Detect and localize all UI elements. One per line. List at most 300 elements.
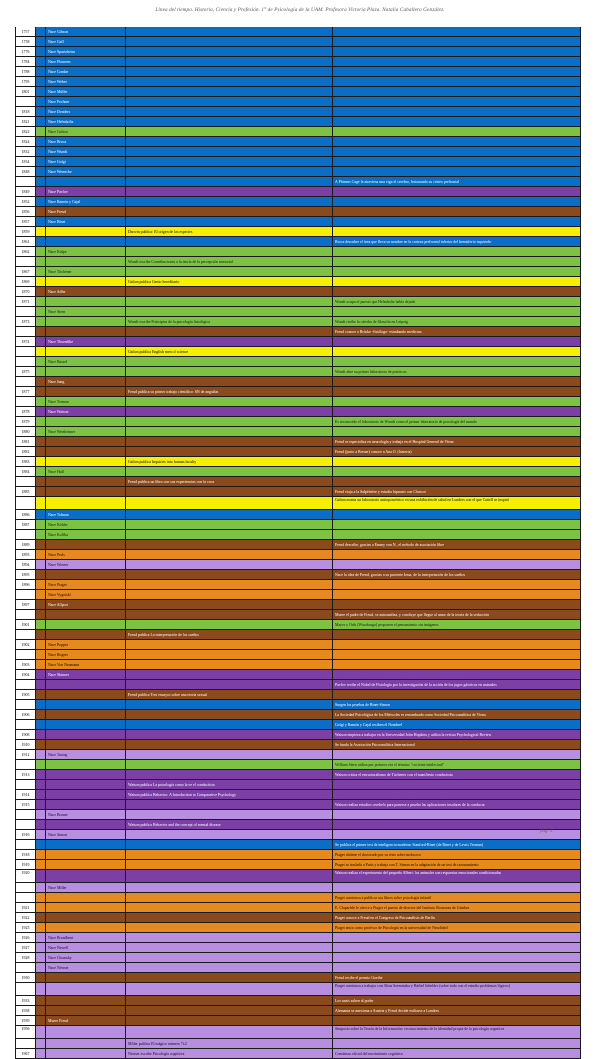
event-cell [333, 1016, 581, 1026]
gap-cell [36, 57, 46, 67]
publication-cell [126, 1016, 333, 1026]
publication-cell: Wundt escribe Contribuciones a la teoría de la percepción sensorial [126, 257, 333, 267]
timeline-row [15, 457, 581, 467]
born-cell [46, 893, 126, 903]
gap-cell [36, 407, 46, 417]
born-cell [46, 903, 126, 913]
gap-cell [36, 963, 46, 973]
publication-cell [126, 810, 333, 820]
publication-cell [126, 237, 333, 247]
born-cell: Muere Freud [46, 1016, 126, 1026]
born-cell: Nace Donders [46, 107, 126, 117]
event-cell: Piaget conoce a Freud en el Congreso de Psicoanálisis de Berlín [333, 913, 581, 923]
publication-cell [126, 287, 333, 297]
publication-cell: Galton publica English men of science [126, 347, 333, 357]
year-cell [15, 1039, 36, 1049]
timeline-row [15, 207, 581, 217]
born-cell [46, 820, 126, 830]
gap-cell [36, 307, 46, 317]
publication-cell [126, 177, 333, 187]
born-cell: Nace Külpe [46, 247, 126, 257]
publication-cell [126, 860, 333, 870]
year-cell: 1897 [15, 600, 36, 610]
year-cell: 1856 [15, 207, 36, 217]
event-cell: Freud conoce a Brücke -fisiólogo- estudiando medicina [333, 327, 581, 337]
year-cell [15, 307, 36, 317]
timeline-row [15, 407, 581, 417]
publication-cell [126, 77, 333, 87]
born-cell [46, 740, 126, 750]
event-cell [333, 307, 581, 317]
born-cell [46, 417, 126, 427]
year-cell: 1925 [15, 923, 36, 933]
gap-cell [36, 1049, 46, 1059]
event-cell [333, 57, 581, 67]
gap-cell [36, 660, 46, 670]
year-cell [15, 780, 36, 790]
born-cell [46, 540, 126, 550]
timeline-row [15, 117, 581, 127]
born-cell [46, 367, 126, 377]
event-cell [333, 883, 581, 893]
born-cell [46, 760, 126, 770]
born-cell: Nace Koffka [46, 530, 126, 540]
event-cell: William Stern utiliza por primera vez el término "cociente intelectual" [333, 760, 581, 770]
timeline-row [15, 983, 581, 996]
timeline-row [15, 257, 581, 267]
born-cell: Nace Turing [46, 750, 126, 760]
year-cell: 1784 [15, 57, 36, 67]
gap-cell [36, 197, 46, 207]
gap-cell [36, 670, 46, 680]
publication-cell [126, 510, 333, 520]
born-cell: Nace Gibson [46, 27, 126, 37]
timeline-row [15, 347, 581, 357]
event-cell [333, 690, 581, 700]
publication-cell [126, 1026, 333, 1039]
born-cell: Nace Köhler [46, 520, 126, 530]
born-cell: Nace Gall [46, 37, 126, 47]
publication-cell: Galton publica Inquiries into human faculty [126, 457, 333, 467]
gap-cell [36, 580, 46, 590]
year-cell: 1776 [15, 47, 36, 57]
gap-cell [36, 1039, 46, 1049]
timeline-row [15, 540, 581, 550]
timeline-row [15, 810, 581, 820]
publication-cell [126, 520, 333, 530]
publication-cell [126, 437, 333, 447]
year-cell [15, 810, 36, 820]
timeline-row [15, 167, 581, 177]
publication-cell [126, 953, 333, 963]
year-cell: 1933 [15, 996, 36, 1006]
publication-cell [126, 800, 333, 810]
born-cell: Nace Simon [46, 830, 126, 840]
event-cell [333, 510, 581, 520]
gap-cell [36, 540, 46, 550]
timeline-row [15, 740, 581, 750]
year-cell [15, 820, 36, 830]
born-cell [46, 983, 126, 996]
event-cell [333, 580, 581, 590]
publication-cell [126, 217, 333, 227]
gap-cell [36, 167, 46, 177]
year-cell: 1877 [15, 387, 36, 397]
born-cell: Nace Bruner [46, 810, 126, 820]
gap-cell [36, 973, 46, 983]
event-cell: Watson empieza a trabajar en la Universidad John Hopkins y utiliza la revista Psychological Review [333, 730, 581, 740]
publication-cell: Wundt escribe Principios de la psicología fisiológica [126, 317, 333, 327]
event-cell [333, 520, 581, 530]
event-cell [333, 660, 581, 670]
event-cell [333, 337, 581, 347]
year-cell: 1913 [15, 770, 36, 780]
year-cell: 1849 [15, 187, 36, 197]
timeline-row [15, 387, 581, 397]
gap-cell [36, 903, 46, 913]
timeline-row [15, 750, 581, 760]
publication-cell [126, 487, 333, 497]
event-cell: Piaget comienza a trabajar con Alina Szeminska y Bärbel Inhelder (sobre todo con el estudio problemas lógicos) [333, 983, 581, 996]
timeline-row [15, 963, 581, 973]
born-cell [46, 457, 126, 467]
born-cell: Nace Ramón y Cajal [46, 197, 126, 207]
publication-cell [126, 107, 333, 117]
year-cell [15, 357, 36, 367]
born-cell [46, 720, 126, 730]
publication-cell [126, 660, 333, 670]
event-cell: Se publica el primer test de inteligencia moderno Stanford-Binet (de Binet y de Lewis Terman) [333, 840, 581, 850]
gap-cell [36, 830, 46, 840]
born-cell: Nace Skinner [46, 670, 126, 680]
born-cell: Nace Von Neumann [46, 660, 126, 670]
event-cell [333, 790, 581, 800]
gap-cell [36, 117, 46, 127]
year-cell: 1873 [15, 317, 36, 327]
timeline-row [15, 437, 581, 447]
year-cell [15, 883, 36, 893]
year-cell: 1904 [15, 670, 36, 680]
event-cell [333, 427, 581, 437]
gap-cell [36, 983, 46, 996]
year-cell: 1874 [15, 337, 36, 347]
publication-cell: Watson publica La psicología como la ve el conductista [126, 780, 333, 790]
gap-cell [36, 177, 46, 187]
event-cell [333, 457, 581, 467]
timeline-row [15, 197, 581, 207]
publication-cell [126, 367, 333, 377]
publication-cell [126, 600, 333, 610]
born-cell [46, 437, 126, 447]
timeline-row [15, 367, 581, 377]
gap-cell [36, 137, 46, 147]
event-cell [333, 550, 581, 560]
timeline-row [15, 580, 581, 590]
timeline-row [15, 710, 581, 720]
born-cell [46, 630, 126, 640]
gap-cell [36, 107, 46, 117]
timeline-table [15, 27, 581, 1059]
event-cell [333, 810, 581, 820]
timeline-row [15, 770, 581, 780]
gap-cell [36, 810, 46, 820]
year-cell: 1901 [15, 620, 36, 630]
event-cell [333, 560, 581, 570]
publication-cell [126, 247, 333, 257]
gap-cell [36, 740, 46, 750]
year-cell: 1910 [15, 740, 36, 750]
year-cell: 1894 [15, 560, 36, 570]
gap-cell [36, 337, 46, 347]
born-cell: Nace Freud [46, 207, 126, 217]
timeline-row [15, 277, 581, 287]
year-cell [15, 97, 36, 107]
year-cell: 1818 [15, 107, 36, 117]
timeline-row [15, 996, 581, 1006]
gap-cell [36, 650, 46, 660]
year-cell: 1895 [15, 570, 36, 580]
year-cell [15, 963, 36, 973]
event-cell: Galton monta un laboratorio antropométrico en una exhibición de salud en Londres con el que Cattell se inspiró [333, 497, 581, 510]
event-cell: Piaget entra como profesor de Psicología en la universidad de Neuchâtel [333, 923, 581, 933]
year-cell: 1928 [15, 953, 36, 963]
year-cell: 1824 [15, 137, 36, 147]
publication-cell [126, 307, 333, 317]
publication-cell [126, 570, 333, 580]
born-cell [46, 840, 126, 850]
gap-cell [36, 127, 46, 137]
timeline-row [15, 237, 581, 247]
event-cell [333, 640, 581, 650]
timeline-row [15, 620, 581, 630]
born-cell [46, 1049, 126, 1059]
publication-cell [126, 147, 333, 157]
event-cell [333, 197, 581, 207]
year-cell [15, 700, 36, 710]
publication-cell [126, 127, 333, 137]
year-cell: 1801 [15, 87, 36, 97]
born-cell [46, 297, 126, 307]
year-cell: 1921 [15, 903, 36, 913]
event-cell: Los nazis suben al poder [333, 996, 581, 1006]
year-cell: 1919 [15, 860, 36, 870]
born-cell [46, 973, 126, 983]
publication-cell [126, 903, 333, 913]
publication-cell [126, 157, 333, 167]
event-cell [333, 67, 581, 77]
gap-cell [36, 630, 46, 640]
timeline-row [15, 913, 581, 923]
gap-cell [36, 850, 46, 860]
publication-cell [126, 590, 333, 600]
born-cell: Nace Spurtzheim [46, 47, 126, 57]
publication-cell [126, 923, 333, 933]
publication-cell [126, 327, 333, 337]
publication-cell: Freud publica un libro con sus experiencias con la coca [126, 477, 333, 487]
event-cell [333, 407, 581, 417]
year-cell: 1821 [15, 117, 36, 127]
gap-cell [36, 207, 46, 217]
publication-cell [126, 397, 333, 407]
year-cell: 1927 [15, 943, 36, 953]
timeline-row [15, 397, 581, 407]
year-cell: 1879 [15, 417, 36, 427]
gap-cell [36, 387, 46, 397]
gap-cell [36, 357, 46, 367]
gap-cell [36, 187, 46, 197]
year-cell [15, 720, 36, 730]
gap-cell [36, 217, 46, 227]
event-cell [333, 107, 581, 117]
publication-cell [126, 640, 333, 650]
born-cell: Nace Neisser [46, 963, 126, 973]
event-cell: E. Claparède le ofrece a Piaget el puesto de director del Instituto Rousseau de Ginebra [333, 903, 581, 913]
timeline-row [15, 297, 581, 307]
timeline-row [15, 327, 581, 337]
born-cell: Nace Stern [46, 307, 126, 317]
year-cell: 1920 [15, 870, 36, 883]
gap-cell [36, 427, 46, 437]
gap-cell [36, 237, 46, 247]
year-cell: 1861 [15, 237, 36, 247]
gap-cell [36, 147, 46, 157]
event-cell [333, 650, 581, 660]
timeline-row [15, 97, 581, 107]
timeline-row [15, 650, 581, 660]
publication-cell [126, 750, 333, 760]
year-cell [15, 893, 36, 903]
event-cell: Surgen las pruebas de Binet-Simon [333, 700, 581, 710]
gap-cell [36, 550, 46, 560]
timeline-row [15, 1049, 581, 1059]
born-cell [46, 447, 126, 457]
event-cell: Freud viaja a la Salpêtrière y estudia hipnosis con Charcot [333, 487, 581, 497]
timeline-row [15, 760, 581, 770]
event-cell [333, 750, 581, 760]
year-cell: 1869 [15, 277, 36, 287]
event-cell [333, 780, 581, 790]
event-cell [333, 147, 581, 157]
timeline-row [15, 640, 581, 650]
timeline-row [15, 530, 581, 540]
event-cell [333, 933, 581, 943]
publication-cell [126, 740, 333, 750]
gap-cell [36, 800, 46, 810]
timeline-row [15, 37, 581, 47]
gap-cell [36, 277, 46, 287]
publication-cell: Neisser escribe Psicología cognitiva [126, 1049, 333, 1059]
timeline-row [15, 287, 581, 297]
born-cell [46, 497, 126, 510]
gap-cell [36, 700, 46, 710]
born-cell [46, 610, 126, 620]
publication-cell [126, 973, 333, 983]
year-cell [15, 840, 36, 850]
publication-cell [126, 610, 333, 620]
publication-cell [126, 760, 333, 770]
publication-cell [126, 710, 333, 720]
gap-cell [36, 680, 46, 690]
publication-cell [126, 943, 333, 953]
timeline-row [15, 903, 581, 913]
gap-cell [36, 996, 46, 1006]
year-cell: 1887 [15, 520, 36, 530]
year-cell: 1758 [15, 37, 36, 47]
publication-cell [126, 883, 333, 893]
gap-cell [36, 77, 46, 87]
publication-cell [126, 117, 333, 127]
timeline-row [15, 550, 581, 560]
event-cell [333, 670, 581, 680]
gap-cell [36, 913, 46, 923]
year-cell: 1889 [15, 540, 36, 550]
event-cell [333, 247, 581, 257]
gap-cell [36, 27, 46, 37]
event-cell: Piaget obtiene el doctorado por su tesis sobre moluscos [333, 850, 581, 860]
timeline-row [15, 700, 581, 710]
event-cell [333, 387, 581, 397]
year-cell: 1926 [15, 933, 36, 943]
born-cell: Nace Perls [46, 550, 126, 560]
publication-cell [126, 850, 333, 860]
publication-cell [126, 137, 333, 147]
timeline-row [15, 820, 581, 830]
publication-cell [126, 297, 333, 307]
event-cell: Freud describe, gracias a Emmy von N., el método de asociación libre [333, 540, 581, 550]
year-cell: 1908 [15, 730, 36, 740]
year-cell [15, 177, 36, 187]
event-cell: Watson realiza el experimento del pequeño Albert: los animales son respuestas emocionales condicionadas [333, 870, 581, 883]
gap-cell [36, 37, 46, 47]
timeline-row [15, 1039, 581, 1049]
timeline-row [15, 800, 581, 810]
timeline-row [15, 690, 581, 700]
year-cell [15, 630, 36, 640]
year-cell: 1939 [15, 1016, 36, 1026]
gap-cell [36, 560, 46, 570]
born-cell: Nace Müller [46, 87, 126, 97]
year-cell [15, 257, 36, 267]
year-cell: 1883 [15, 457, 36, 467]
year-cell: 1912 [15, 750, 36, 760]
publication-cell: Miller publica El mágico número 7±2 [126, 1039, 333, 1049]
event-cell [333, 87, 581, 97]
timeline-row [15, 77, 581, 87]
event-cell: Wundt recibe la cátedra de filosofía en Leipzig [333, 317, 581, 327]
timeline-row [15, 357, 581, 367]
born-cell: Nace Combe [46, 67, 126, 77]
year-cell: 1875 [15, 367, 36, 377]
timeline-row [15, 730, 581, 740]
event-cell [333, 77, 581, 87]
gap-cell [36, 820, 46, 830]
gap-cell [36, 317, 46, 327]
born-cell [46, 257, 126, 267]
timeline-row [15, 57, 581, 67]
born-cell: Nace Wertheimer [46, 427, 126, 437]
event-cell: Es reconocido el laboratorio de Wundt como el primer laboratorio de psicología del mundo [333, 417, 581, 427]
event-cell [333, 347, 581, 357]
publication-cell [126, 650, 333, 660]
event-cell: Contienza oficial del movimiento cognitivo [333, 1049, 581, 1059]
year-cell [15, 610, 36, 620]
publication-cell [126, 187, 333, 197]
publication-cell: Freud publica La interpretación de los sueños [126, 630, 333, 640]
publication-cell [126, 467, 333, 477]
year-cell: 1916 [15, 830, 36, 840]
timeline-row [15, 47, 581, 57]
gap-cell [36, 347, 46, 357]
